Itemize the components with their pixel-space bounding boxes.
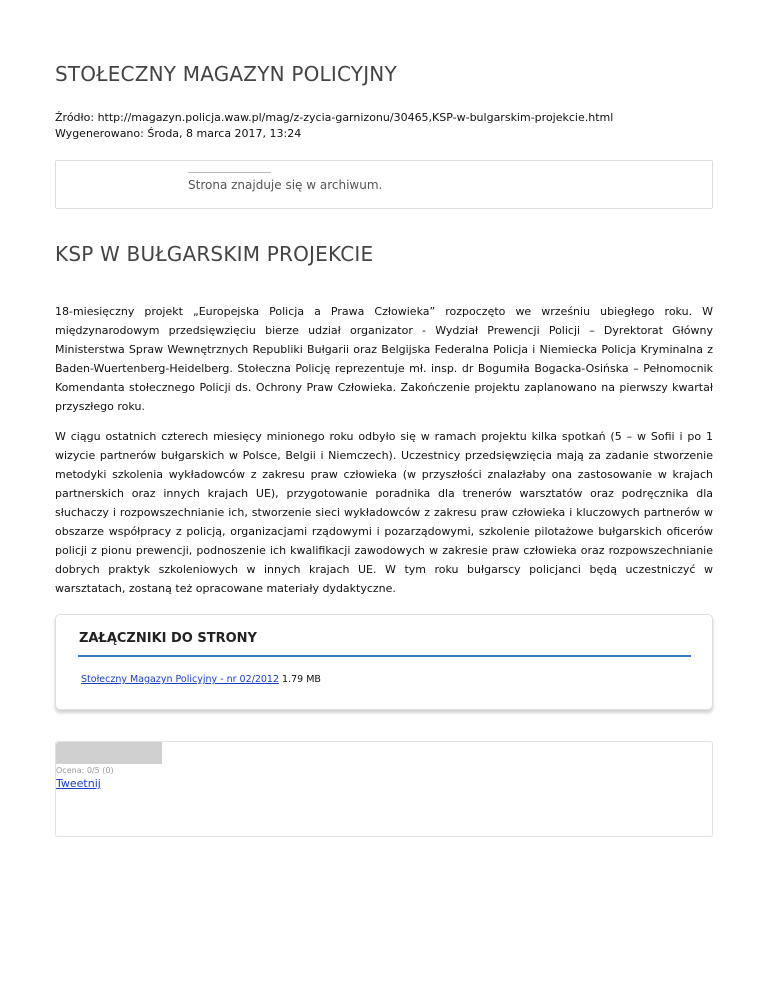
article-paragraph: 18-miesięczny projekt „Europejska Policja a Prawa Człowieka” rozpoczęto we wrześniu ubiegłego roku. W międzynarodowym przedsięwzięciu bierze udział organizator - Wydział Prewencji Policji – Dyrektorat Główny Ministerstwa Spraw Wewnętrznych Republiki Bułgarii oraz Belgijska Federalna Policja i Niemiecka Policja Kryminalna z Baden-Wuertenberg-Heidelberg. Stołeczna Policję reprezentuje mł. insp. dr Bogumiła Bogacka-Osińska – Pełnomocnik Komendanta stołecznego Policji ds. Ochrony Praw Człowieka. Zakończenie projektu zaplanowano na pierwszy kwartał przyszłego roku. [55, 305, 713, 413]
meta-info [55, 110, 613, 142]
rating-text: Ocena: 0/5 (0) [56, 766, 114, 775]
attachment-item [81, 674, 321, 685]
generated-line: Wygenerowano: Środa, 8 marca 2017, 13:24 [55, 127, 302, 140]
attachment-size: 1.79 MB [282, 674, 321, 685]
attachment-link[interactable]: Stołeczny Magazyn Policyjny - nr 02/2012 [81, 674, 279, 685]
article-body [55, 302, 713, 630]
attachments-divider [78, 655, 691, 657]
source-line: Źródło: http://magazyn.policja.waw.pl/mag/z-zycia-garnizonu/30465,KSP-w-bulgarskim-projekcie.html [55, 111, 614, 124]
attachments-box [55, 614, 713, 710]
archive-divider [188, 172, 271, 173]
rating-stars-widget[interactable] [56, 742, 162, 764]
article-paragraph: W ciągu ostatnich czterech miesięcy minionego roku odbyło się w ramach projektu kilka spotkań (5 – w Sofii i po 1 wizycie partnerów bułgarskich w Polsce, Belgii i Niemczech). Uczestnicy przedsięwzięcia mają za zadanie stworzenie metodyki szkolenia wykładowców z zakresu praw człowieka (w przyszłości znalazłaby ona zastosowanie w krajach partnerskich oraz innych krajach UE), przygotowanie poradnika dla trenerów warsztatów oraz podręcznika dla słuchaczy i rozpowszechnianie ich, stworzenie sieci wykładowców z zakresu praw człowieka i kluczowych partnerów w obszarze współpracy z policją, organizacjami rządowymi i pozarządowymi, szkolenie pilotażowe bułgarskich oficerów policji z pionu prewencji, podnoszenie ich kwalifikacji zawodowych w zakresie praw człowieka oraz rozpowszechnianie dobrych praktyk szkoleniowych w innych krajach UE. W tym roku bułgarscy policjanci będą uczestniczyć w warsztatach, zostaną też opracowane materiały dydaktyczne. [55, 430, 713, 595]
attachments-title: ZAŁĄCZNIKI DO STRONY [79, 631, 257, 646]
archive-notice-text: Strona znajduje się w archiwum. [188, 178, 383, 192]
site-title: STOŁECZNY MAGAZYN POLICYJNY [55, 62, 397, 86]
tweet-link[interactable]: Tweetnij [56, 777, 101, 790]
rating-box [55, 741, 713, 837]
archive-notice-box [55, 160, 713, 209]
article-title: KSP W BUŁGARSKIM PROJEKCIE [55, 242, 374, 266]
